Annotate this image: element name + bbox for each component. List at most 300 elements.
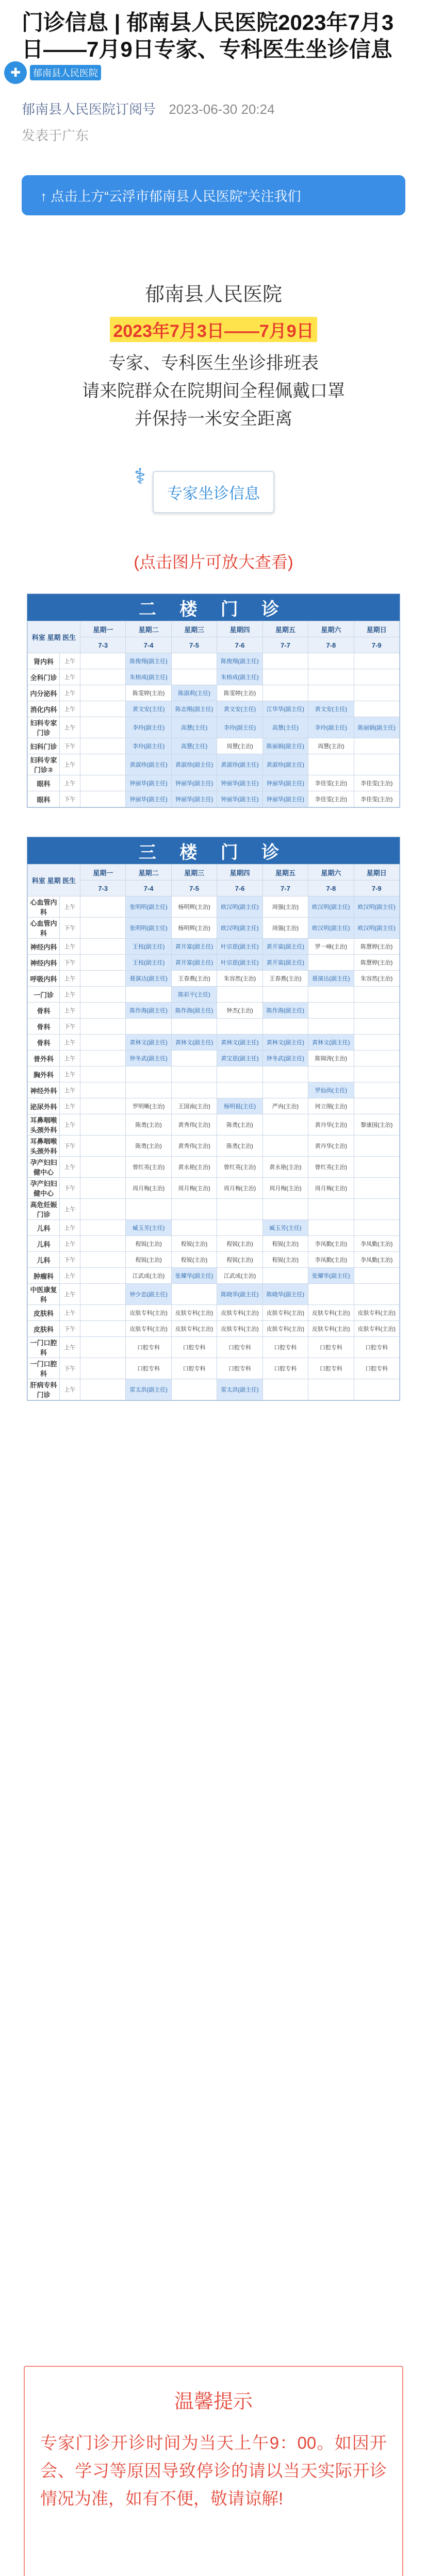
day-header: 星期五 xyxy=(262,865,308,880)
doctor-cell: 钟冬武(副主任) xyxy=(126,1050,171,1066)
doctor-cell xyxy=(354,1019,399,1035)
doctor-cell xyxy=(354,1098,399,1114)
doctor-cell: 钟冬武(副主任) xyxy=(262,1050,308,1066)
doctor-cell: 皮肤专科(主治) xyxy=(217,1321,262,1337)
doctor-cell: 口腔专科 xyxy=(126,1337,171,1358)
doctor-cell xyxy=(217,1220,262,1236)
doctor-cell xyxy=(262,1019,308,1035)
floor2-schedule[interactable] xyxy=(27,594,400,808)
date-header: 7-6 xyxy=(217,637,262,653)
dept-cell: 全科门诊 xyxy=(28,669,60,685)
dept-cell: 孕产妇妇健中心 xyxy=(28,1157,60,1178)
day-header: 星期四 xyxy=(217,865,262,880)
doctor-cell: 黄开富(副主任) xyxy=(262,955,308,971)
table-row xyxy=(28,1284,400,1305)
doctor-cell: 李玲(副主任) xyxy=(126,717,171,738)
table-row xyxy=(28,775,400,791)
table-row xyxy=(28,1337,400,1358)
day-header: 星期六 xyxy=(308,865,354,880)
doctor-cell: 杨明辉(主治) xyxy=(171,918,217,939)
dept-cell: 肾内科 xyxy=(28,653,60,669)
doctor-cell: 黄淑珍(副主任) xyxy=(217,754,262,775)
doctor-cell xyxy=(80,1178,126,1199)
shift-cell: 上午 xyxy=(60,1157,80,1178)
notice-title: 温馨提示 xyxy=(174,2391,253,2413)
doctor-cell: 王春燕(主治) xyxy=(171,971,217,987)
intro-line: 并保持一米安全距离 xyxy=(135,409,292,429)
date-header: 7-7 xyxy=(262,880,308,896)
publish-date: 2023-06-30 20:24 xyxy=(169,101,275,117)
doctor-cell xyxy=(126,1082,171,1098)
table-row xyxy=(28,738,400,754)
dept-cell: 妇科专家门诊② xyxy=(28,754,60,775)
doctor-cell xyxy=(354,1003,399,1019)
doctor-cell xyxy=(354,685,399,701)
doctor-cell xyxy=(171,1082,217,1098)
doctor-cell: 钟丽华(副主任) xyxy=(262,775,308,791)
doctor-cell: 周慧(主治) xyxy=(217,738,262,754)
shift-cell: 上午 xyxy=(60,1337,80,1358)
doctor-cell xyxy=(217,1066,262,1082)
doctor-cell: 黄淑珍(副主任) xyxy=(126,754,171,775)
shift-cell: 上午 xyxy=(60,1098,80,1114)
logo-text: 郁南县人民医院 xyxy=(30,65,101,80)
doctor-cell xyxy=(262,1082,308,1098)
table-row xyxy=(28,1252,400,1268)
shift-cell: 上午 xyxy=(60,1305,80,1321)
intro-lines xyxy=(0,349,427,433)
doctor-cell: 李凤勤(主治) xyxy=(354,1252,399,1268)
doctor-cell xyxy=(126,1199,171,1220)
doctor-cell: 朱容然(主治) xyxy=(354,971,399,987)
shift-cell: 下午 xyxy=(60,1178,80,1199)
doctor-cell xyxy=(80,1082,126,1098)
doctor-cell xyxy=(80,717,126,738)
doctor-cell: 黄林文(副主任) xyxy=(262,1035,308,1050)
doctor-cell: 皮肤专科(主治) xyxy=(217,1305,262,1321)
doctor-cell: 周月梅(主治) xyxy=(171,1178,217,1199)
doctor-cell xyxy=(354,701,399,717)
doctor-cell: 周月梅(主治) xyxy=(262,1178,308,1199)
doctor-cell: 王春燕(主治) xyxy=(262,971,308,987)
doctor-cell xyxy=(80,1035,126,1050)
shift-cell: 上午 xyxy=(60,987,80,1003)
doctor-cell xyxy=(217,1082,262,1098)
doctor-cell: 高慧(主任) xyxy=(262,717,308,738)
doctor-cell xyxy=(354,1157,399,1178)
doctor-cell xyxy=(217,1019,262,1035)
dept-cell: 眼科 xyxy=(28,775,60,791)
table-row xyxy=(28,1268,400,1284)
intro-line: 专家、专科医生坐诊排班表 xyxy=(108,353,319,373)
doctor-cell xyxy=(171,1050,217,1066)
day-header: 星期二 xyxy=(126,621,171,637)
dept-cell: 妇科门诊 xyxy=(28,738,60,754)
doctor-cell: 张明明(副主任) xyxy=(126,896,171,918)
shift-cell: 下午 xyxy=(60,1321,80,1337)
doctor-cell: 雷太洪(副主任) xyxy=(217,1379,262,1400)
doctor-cell: 张明明(副主任) xyxy=(126,918,171,939)
doctor-cell xyxy=(80,791,126,807)
intro-section xyxy=(0,278,427,573)
shift-cell: 上午 xyxy=(60,1082,80,1098)
doctor-cell xyxy=(354,1035,399,1050)
doctor-cell: 口腔专科 xyxy=(262,1337,308,1358)
day-header: 星期四 xyxy=(217,621,262,637)
doctor-cell: 口腔专科 xyxy=(354,1337,399,1358)
doctor-cell: 陈俊翔(副主任) xyxy=(126,653,171,669)
doctor-cell: 雷太洪(副主任) xyxy=(126,1379,171,1400)
table-row xyxy=(28,685,400,701)
doctor-cell: 陈锦涛(主治) xyxy=(308,1050,354,1066)
doctor-cell xyxy=(80,738,126,754)
doctor-cell: 皮肤专科(主治) xyxy=(354,1321,399,1337)
doctor-cell: 江武成(主治) xyxy=(126,1268,171,1284)
doctor-cell: 黄林文(副主任) xyxy=(171,1035,217,1050)
dept-cell: 神经外科 xyxy=(28,1082,60,1098)
doctor-cell xyxy=(217,987,262,1003)
date-header: 7-5 xyxy=(171,880,217,896)
doctor-cell xyxy=(308,1066,354,1082)
doctor-cell: 口腔专科 xyxy=(308,1358,354,1379)
doctor-cell xyxy=(80,1305,126,1321)
day-header: 星期六 xyxy=(308,621,354,637)
doctor-cell: 张耀华(副主任) xyxy=(171,1268,217,1284)
table-row xyxy=(28,717,400,738)
doctor-cell: 聂演达(副主任) xyxy=(308,971,354,987)
doctor-cell xyxy=(308,653,354,669)
doctor-cell: 钟丽华(副主任) xyxy=(171,775,217,791)
doctor-cell: 程锐(主治) xyxy=(126,1252,171,1268)
doctor-cell: 黄宝恩(副主任) xyxy=(217,1050,262,1066)
table-row xyxy=(28,669,400,685)
account-link[interactable]: 郁南县人民医院订阅号 xyxy=(22,101,156,117)
dept-cell: 一门口腔科 xyxy=(28,1358,60,1379)
table-header-row xyxy=(28,865,400,880)
doctor-cell xyxy=(262,1379,308,1400)
doctor-cell: 李佳雯(主治) xyxy=(354,775,399,791)
doctor-cell xyxy=(308,1199,354,1220)
doctor-cell: 黄林文(副主任) xyxy=(126,1035,171,1050)
notice-text: 专家门诊开诊时间为当天上午9：00。如因开会、学习等原因导致停诊的请以当天实际开诊情况为准，如有不便，敬请谅解! xyxy=(40,2433,387,2508)
doctor-cell xyxy=(80,1136,126,1157)
doctor-cell xyxy=(80,775,126,791)
doctor-cell: 聂演达(副主任) xyxy=(126,971,171,987)
doctor-cell: 周强(主治) xyxy=(262,918,308,939)
table-row xyxy=(28,1050,400,1066)
doctor-cell: 陈勇(主治) xyxy=(126,1136,171,1157)
doctor-cell xyxy=(354,987,399,1003)
dept-cell: 妇科专家门诊 xyxy=(28,717,60,738)
doctor-cell xyxy=(354,1199,399,1220)
doctor-cell: 黄丹华(主治) xyxy=(308,1136,354,1157)
doctor-cell: 程锐(主治) xyxy=(217,1252,262,1268)
dept-cell: 儿科 xyxy=(28,1236,60,1252)
doctor-cell xyxy=(354,1178,399,1199)
doctor-cell: 陈作海(副主任) xyxy=(126,1003,171,1019)
notice-box xyxy=(24,2366,403,2576)
doctor-cell: 陈作海(副主任) xyxy=(171,1003,217,1019)
table-row xyxy=(28,918,400,939)
table-row xyxy=(28,1136,400,1157)
dept-cell: 骨科 xyxy=(28,1019,60,1035)
date-header: 7-4 xyxy=(126,880,171,896)
doctor-cell: 罗仙尚(主任) xyxy=(308,1082,354,1098)
shift-cell: 上午 xyxy=(60,685,80,701)
dept-cell: 皮肤科 xyxy=(28,1305,60,1321)
doctor-cell: 钟丽华(副主任) xyxy=(126,791,171,807)
table-row xyxy=(28,1019,400,1035)
badge-label: 专家坐诊信息 xyxy=(167,485,260,502)
doctor-cell: 陈勇(主治) xyxy=(126,1114,171,1136)
shift-cell: 上午 xyxy=(60,701,80,717)
date-range: 2023年7月3日——7月9日 xyxy=(110,317,317,342)
table-row xyxy=(28,701,400,717)
shift-cell: 上午 xyxy=(60,653,80,669)
doctor-cell xyxy=(354,1136,399,1157)
dept-cell: 眼科 xyxy=(28,791,60,807)
shift-cell: 下午 xyxy=(60,955,80,971)
shift-cell: 上午 xyxy=(60,896,80,918)
doctor-cell xyxy=(262,685,308,701)
shift-cell: 下午 xyxy=(60,918,80,939)
doctor-cell: 黄林文(副主任) xyxy=(308,1035,354,1050)
doctor-cell: 张耀华(副主任) xyxy=(308,1268,354,1284)
dept-cell: 耳鼻咽喉头颈外科 xyxy=(28,1136,60,1157)
table-row xyxy=(28,1236,400,1252)
dept-cell: 一门口腔科 xyxy=(28,1337,60,1358)
shift-cell: 下午 xyxy=(60,1252,80,1268)
doctor-cell: 欧汉明(副主任) xyxy=(217,896,262,918)
shift-cell: 下午 xyxy=(60,1358,80,1379)
stethoscope-icon: ⚕ xyxy=(134,464,146,488)
doctor-cell: 叶宗恩(副主任) xyxy=(217,939,262,955)
table-row xyxy=(28,1114,400,1136)
table-row xyxy=(28,1035,400,1050)
floor2-title: 二 楼 门 诊 xyxy=(27,594,400,621)
doctor-cell: 黄开富(副主任) xyxy=(171,939,217,955)
dept-cell: 呼吸内科 xyxy=(28,971,60,987)
day-header: 星期五 xyxy=(262,621,308,637)
doctor-cell xyxy=(80,918,126,939)
dept-cell: 孕产妇妇健中心 xyxy=(28,1178,60,1199)
doctor-cell: 程锐(主治) xyxy=(171,1252,217,1268)
doctor-cell xyxy=(354,1268,399,1284)
shift-cell: 上午 xyxy=(60,1268,80,1284)
doctor-cell xyxy=(80,1220,126,1236)
doctor-cell: 黄文安(主任) xyxy=(308,701,354,717)
doctor-cell: 口腔专科 xyxy=(308,1337,354,1358)
date-header: 7-4 xyxy=(126,637,171,653)
shift-cell: 上午 xyxy=(60,1114,80,1136)
floor3-body xyxy=(28,896,400,1400)
doctor-cell xyxy=(262,1199,308,1220)
doctor-cell xyxy=(80,955,126,971)
hospital-name: 郁南县人民医院 xyxy=(144,284,282,306)
doctor-cell: 王枝(副主任) xyxy=(126,955,171,971)
table-row xyxy=(28,955,400,971)
table-row xyxy=(28,1082,400,1098)
doctor-cell xyxy=(262,987,308,1003)
shift-cell: 上午 xyxy=(60,1220,80,1236)
doctor-cell: 黄秀伟(主治) xyxy=(171,1114,217,1136)
table-row xyxy=(28,896,400,918)
doctor-cell: 李玲(副主任) xyxy=(217,717,262,738)
doctor-cell xyxy=(354,754,399,775)
doctor-cell: 皮肤专科(主治) xyxy=(262,1321,308,1337)
table-row xyxy=(28,1379,400,1400)
day-header: 星期日 xyxy=(354,621,399,637)
table-row xyxy=(28,754,400,775)
doctor-cell: 口腔专科 xyxy=(171,1337,217,1358)
doctor-cell: 周强(主治) xyxy=(262,896,308,918)
doctor-cell: 钟丽华(副主任) xyxy=(126,775,171,791)
dept-cell: 骨科 xyxy=(28,1035,60,1050)
doctor-cell: 周月梅(主治) xyxy=(308,1178,354,1199)
doctor-cell xyxy=(80,653,126,669)
doctor-cell: 王国南(主治) xyxy=(171,1098,217,1114)
day-header: 星期二 xyxy=(126,865,171,880)
shift-cell: 上午 xyxy=(60,775,80,791)
doctor-cell: 钟丽华(副主任) xyxy=(262,791,308,807)
doctor-cell: 口腔专科 xyxy=(217,1358,262,1379)
dept-cell: 儿科 xyxy=(28,1220,60,1236)
doctor-cell: 叶宗恩(副主任) xyxy=(217,955,262,971)
doctor-cell: 陈勇(主治) xyxy=(217,1136,262,1157)
table-row xyxy=(28,653,400,669)
doctor-cell xyxy=(80,1337,126,1358)
doctor-cell xyxy=(308,1284,354,1305)
doctor-cell: 皮肤专科(主治) xyxy=(171,1305,217,1321)
doctor-cell: 周慧(主治) xyxy=(308,738,354,754)
doctor-cell xyxy=(308,987,354,1003)
doctor-cell xyxy=(171,1066,217,1082)
table-row xyxy=(28,1003,400,1019)
dept-cell: 皮肤科 xyxy=(28,1321,60,1337)
doctor-cell xyxy=(80,1019,126,1035)
doctor-cell xyxy=(308,1019,354,1035)
doctor-cell: 罗一峰(主治) xyxy=(308,939,354,955)
doctor-cell xyxy=(171,669,217,685)
shift-cell: 下午 xyxy=(60,1019,80,1035)
shift-cell: 上午 xyxy=(60,717,80,738)
enlarge-hint: (点击图片可放大查看) xyxy=(134,553,293,571)
doctor-cell: 陈勇(主治) xyxy=(217,1114,262,1136)
doctor-cell: 口腔专科 xyxy=(126,1358,171,1379)
doctor-cell: 欧汉明(副主任) xyxy=(308,896,354,918)
floor2-table xyxy=(27,621,400,807)
doctor-cell xyxy=(354,1284,399,1305)
follow-banner[interactable]: ↑ 点击上方“云浮市郁南县人民医院”关注我们 xyxy=(22,175,405,215)
date-header: 7-7 xyxy=(262,637,308,653)
doctor-cell: 皮肤专科(主治) xyxy=(126,1305,171,1321)
doctor-cell xyxy=(171,1199,217,1220)
doctor-cell xyxy=(80,1321,126,1337)
doctor-cell: 江华华(副主任) xyxy=(262,701,308,717)
expert-info-badge[interactable] xyxy=(134,464,274,513)
table-row xyxy=(28,1321,400,1337)
doctor-cell: 皮肤专科(主治) xyxy=(354,1305,399,1321)
doctor-cell: 皮肤专科(主治) xyxy=(262,1305,308,1321)
doctor-cell: 皮肤专科(主治) xyxy=(308,1305,354,1321)
date-header: 7-3 xyxy=(80,637,126,653)
doctor-cell: 周月梅(主治) xyxy=(217,1178,262,1199)
doctor-cell xyxy=(308,669,354,685)
doctor-cell: 李凤勤(主治) xyxy=(308,1252,354,1268)
dept-cell: 普外科 xyxy=(28,1050,60,1066)
doctor-cell xyxy=(354,653,399,669)
doctor-cell: 口腔专科 xyxy=(262,1358,308,1379)
day-header: 星期日 xyxy=(354,865,399,880)
dept-cell: 中医康复科 xyxy=(28,1284,60,1305)
doctor-cell xyxy=(262,1136,308,1157)
doctor-cell: 何立刚(主治) xyxy=(308,1098,354,1114)
shift-cell: 下午 xyxy=(60,791,80,807)
article-meta xyxy=(22,99,405,118)
doctor-cell: 李凤勤(主治) xyxy=(308,1236,354,1252)
table-date-row xyxy=(28,637,400,653)
floor3-title: 三 楼 门 诊 xyxy=(27,837,400,864)
doctor-cell: 黄永艳(主治) xyxy=(262,1157,308,1178)
shift-cell: 上午 xyxy=(60,1284,80,1305)
date-range-wrap xyxy=(0,307,427,342)
table-row xyxy=(28,1199,400,1220)
doctor-cell xyxy=(171,1284,217,1305)
article-title: 门诊信息 | 郁南县人民医院2023年7月3日——7月9日专家、专科医生坐诊信息 xyxy=(22,10,394,61)
table-row xyxy=(28,971,400,987)
doctor-cell: 李玲(副主任) xyxy=(126,738,171,754)
doctor-cell: 曾红英(主治) xyxy=(126,1157,171,1178)
doctor-cell xyxy=(80,939,126,955)
date-header: 7-3 xyxy=(80,880,126,896)
date-header: 7-5 xyxy=(171,637,217,653)
doctor-cell xyxy=(80,701,126,717)
shift-cell: 下午 xyxy=(60,1136,80,1157)
doctor-cell xyxy=(80,1003,126,1019)
doctor-cell xyxy=(126,1066,171,1082)
doctor-cell xyxy=(126,1019,171,1035)
table-date-row xyxy=(28,880,400,896)
doctor-cell xyxy=(308,1379,354,1400)
doctor-cell: 黎康国(主治) xyxy=(354,1114,399,1136)
doctor-cell xyxy=(80,1066,126,1082)
doctor-cell xyxy=(262,1114,308,1136)
publish-location: 发表于广东 xyxy=(22,128,89,143)
doctor-cell: 陈丽娟(副主任) xyxy=(354,717,399,738)
dept-cell: 肿瘤科 xyxy=(28,1268,60,1284)
doctor-cell xyxy=(354,1082,399,1098)
doctor-cell: 杨明辉(主治) xyxy=(171,896,217,918)
floor3-schedule[interactable] xyxy=(27,837,400,1401)
doctor-cell xyxy=(80,1114,126,1136)
doctor-cell xyxy=(354,1379,399,1400)
table-row xyxy=(28,987,400,1003)
doctor-cell: 陈晓华(副主任) xyxy=(262,1284,308,1305)
intro-line: 请来院群众在院期间全程佩戴口罩 xyxy=(82,381,345,401)
doctor-cell: 陈彩平(主任) xyxy=(171,987,217,1003)
dept-cell: 一门诊 xyxy=(28,987,60,1003)
shift-cell: 上午 xyxy=(60,1003,80,1019)
doctor-cell: 陈慧婷(主治) xyxy=(354,939,399,955)
day-header: 星期一 xyxy=(80,865,126,880)
doctor-cell xyxy=(80,1157,126,1178)
doctor-cell xyxy=(354,1050,399,1066)
doctor-cell: 程锐(主治) xyxy=(126,1236,171,1252)
date-header: 7-9 xyxy=(354,637,399,653)
doctor-cell xyxy=(80,1050,126,1066)
doctor-cell xyxy=(80,1236,126,1252)
doctor-cell: 口腔专科 xyxy=(217,1337,262,1358)
